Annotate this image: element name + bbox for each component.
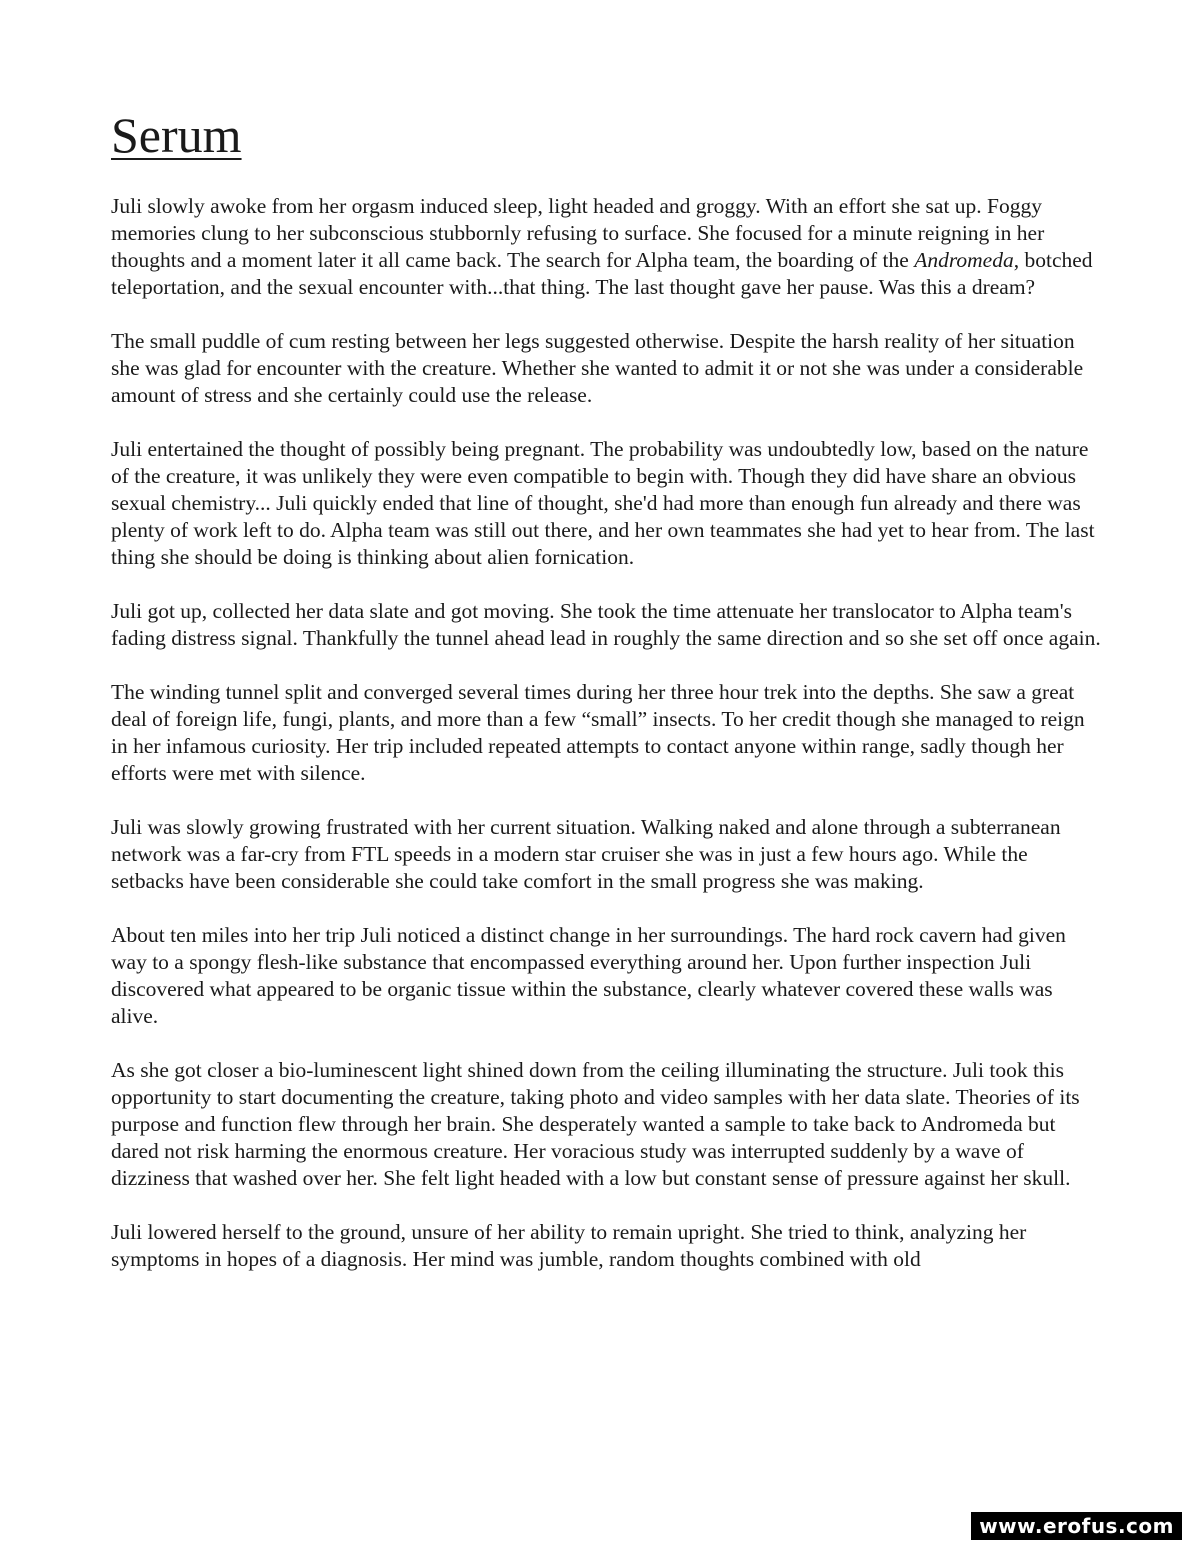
paragraph-1 <box>111 193 1101 301</box>
document-page <box>111 108 1101 1300</box>
paragraph-2: The small puddle of cum resting between her legs suggested otherwise. Despite the harsh reality of her situation she was glad for encounter with the creature. Whether she wanted to admit it or not she was under a considerable amount of stress and she certainly could use the release. <box>111 329 1084 407</box>
page-title: Serum <box>111 107 242 163</box>
paragraph-3: Juli entertained the thought of possibly being pregnant. The probability was undoubtedly low, based on the nature of the creature, it was unlikely they were even compatible to begin with. Though they did have share an obvious sexual chemistry... Juli quickly ended that line of thought, she'd had more than enough fun already and there was plenty of work left to do. Alpha team was still out there, and her own teammates she had yet to hear from. The last thing she should be doing is thinking about alien fornication. <box>111 437 1095 569</box>
paragraph-1-text-end: , botched teleportation, and the sexual encounter with...that thing. The last thought gave her pause. Was this a dream? <box>111 248 1093 299</box>
paragraph-1-text-start: Juli slowly awoke from her orgasm induced sleep, light headed and groggy. With an effort she sat up. Foggy memories clung to her subconscious stubbornly refusing to surface. She focused for a minute reigning in her thoughts and a moment later it all came back. The search for Alpha team, the boarding of the <box>111 194 1045 272</box>
ship-name-italic: Andromeda <box>914 248 1014 272</box>
paragraph-8: As she got closer a bio-luminescent light shined down from the ceiling illuminating the structure. Juli took this opportunity to start documenting the creature, taking photo and video samples with her data slate. Theories of its purpose and function flew through her brain. She desperately wanted a sample to take back to Andromeda but dared not risk harming the enormous creature. Her voracious study was interrupted suddenly by a wave of dizziness that washed over her. She felt light headed with a low but constant sense of pressure against her skull. <box>111 1058 1080 1190</box>
paragraph-4: Juli got up, collected her data slate and got moving. She took the time attenuate her translocator to Alpha team's fading distress signal. Thankfully the tunnel ahead lead in roughly the same direction and so she set off once again. <box>111 599 1101 650</box>
paragraph-7: About ten miles into her trip Juli noticed a distinct change in her surroundings. The hard rock cavern had given way to a spongy flesh-like substance that encompassed everything around her. Upon further inspection Juli discovered what appeared to be organic tissue within the substance, clearly whatever covered these walls was alive. <box>111 923 1066 1028</box>
paragraph-5: The winding tunnel split and converged several times during her three hour trek into the depths. She saw a great deal of foreign life, fungi, plants, and more than a few “small” insects. To her credit though she managed to reign in her infamous curiosity. Her trip included repeated attempts to contact anyone within range, sadly though her efforts were met with silence. <box>111 680 1085 785</box>
paragraph-9: Juli lowered herself to the ground, unsure of her ability to remain upright. She tried to think, analyzing her symptoms in hopes of a diagnosis. Her mind was jumble, random thoughts combined with old <box>111 1220 1027 1271</box>
site-watermark: www.erofus.com <box>971 1512 1182 1540</box>
paragraph-6: Juli was slowly growing frustrated with her current situation. Walking naked and alone through a subterranean network was a far-cry from FTL speeds in a modern star cruiser she was in just a few hours ago. While the setbacks have been considerable she could take comfort in the small progress she was making. <box>111 815 1061 893</box>
